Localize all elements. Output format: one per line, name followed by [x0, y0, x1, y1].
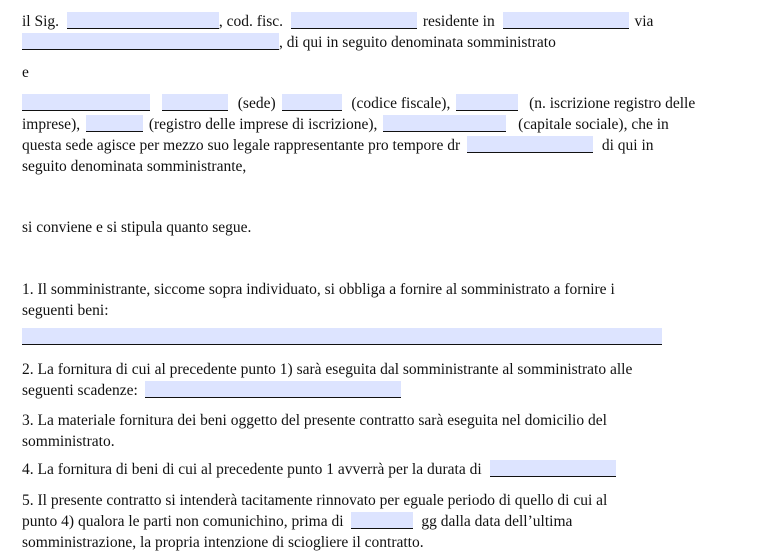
clause-1-line-2: seguenti beni: [22, 302, 109, 319]
clause-2-line-2 [22, 381, 401, 401]
supplier-line-2 [22, 115, 669, 135]
clause-5-line-2 [22, 512, 572, 532]
party-line-2 [22, 33, 556, 53]
sig-name-field[interactable] [67, 12, 219, 29]
capitale-field[interactable] [383, 115, 506, 132]
clause-1-line-1: 1. Il somministrante, siccome sopra individuato, si obbliga a fornire al somministrato a fornire i [22, 281, 615, 298]
giorni-field[interactable] [351, 512, 413, 529]
via-label: via [634, 13, 654, 30]
sig-label: il Sig. [22, 13, 60, 30]
sede-label: (sede) [237, 95, 276, 112]
supplier-line-3 [22, 136, 654, 156]
capitale-label: (capitale sociale), che in [518, 116, 669, 133]
codice-fiscale-field[interactable] [282, 94, 342, 111]
cod-fisc-label: , cod. fisc. [218, 13, 284, 30]
sede-field[interactable] [162, 94, 228, 111]
supplier-line-4: seguito denominata somministrante, [22, 158, 247, 175]
residente-label: residente in [422, 13, 495, 30]
somministrato-label: , di qui in seguito denominata somministrato [279, 34, 556, 51]
codice-fiscale-label: (codice fiscale), [351, 95, 451, 112]
imprese-label: imprese), [22, 116, 81, 133]
clause-5-line-1: 5. Il presente contratto si intenderà tacitamente rinnovato per eguale periodo di quello di cui al [22, 492, 608, 509]
scadenze-field[interactable] [145, 381, 401, 398]
clause-3-line-1: 3. La materiale fornitura dei beni oggetto del presente contratto sarà eseguita nel domicilio del [22, 412, 607, 429]
durata-label: 4. La fornitura di beni di cui al precedente punto 1 avverrà per la durata di [22, 461, 482, 478]
cod-fisc-field[interactable] [291, 12, 417, 29]
clause-5-line-3: somministrazione, la propria intenzione di sciogliere il contratto. [22, 534, 424, 551]
conjunction-e: e [22, 64, 29, 81]
registro-field[interactable] [86, 115, 143, 132]
durata-field[interactable] [490, 460, 616, 477]
questa-sede-label: questa sede agisce per mezzo suo legale rappresentante pro tempore dr [22, 137, 461, 154]
gg-label: gg dalla data dell’ultima [421, 513, 573, 530]
iscrizione-label: (n. iscrizione registro delle [529, 95, 696, 112]
goods-field[interactable] [22, 328, 662, 345]
residence-field[interactable] [503, 12, 629, 29]
registro-label: (registro delle imprese di iscrizione), [148, 116, 378, 133]
clause-1-goods-row [22, 328, 662, 348]
iscrizione-field[interactable] [456, 94, 518, 111]
address-field[interactable] [22, 33, 279, 50]
clause-2-line-1: 2. La fornitura di cui al precedente punto 1) sarà eseguita dal somministrante al somministrato alle [22, 361, 633, 378]
clause-4-line-1 [22, 460, 616, 480]
clause-3-line-2: somministrato. [22, 433, 115, 450]
supplier-name-field[interactable] [22, 94, 150, 111]
scadenze-label: seguenti scadenze: [22, 382, 138, 399]
prima-di-label: punto 4) qualora le parti non comunichino, prima di [22, 513, 344, 530]
party-line-1 [22, 12, 653, 32]
supplier-line-1 [22, 94, 695, 114]
di-qui-label: di qui in [601, 137, 654, 154]
rappresentante-field[interactable] [467, 136, 593, 153]
agreement-statement: si conviene e si stipula quanto segue. [22, 219, 252, 236]
